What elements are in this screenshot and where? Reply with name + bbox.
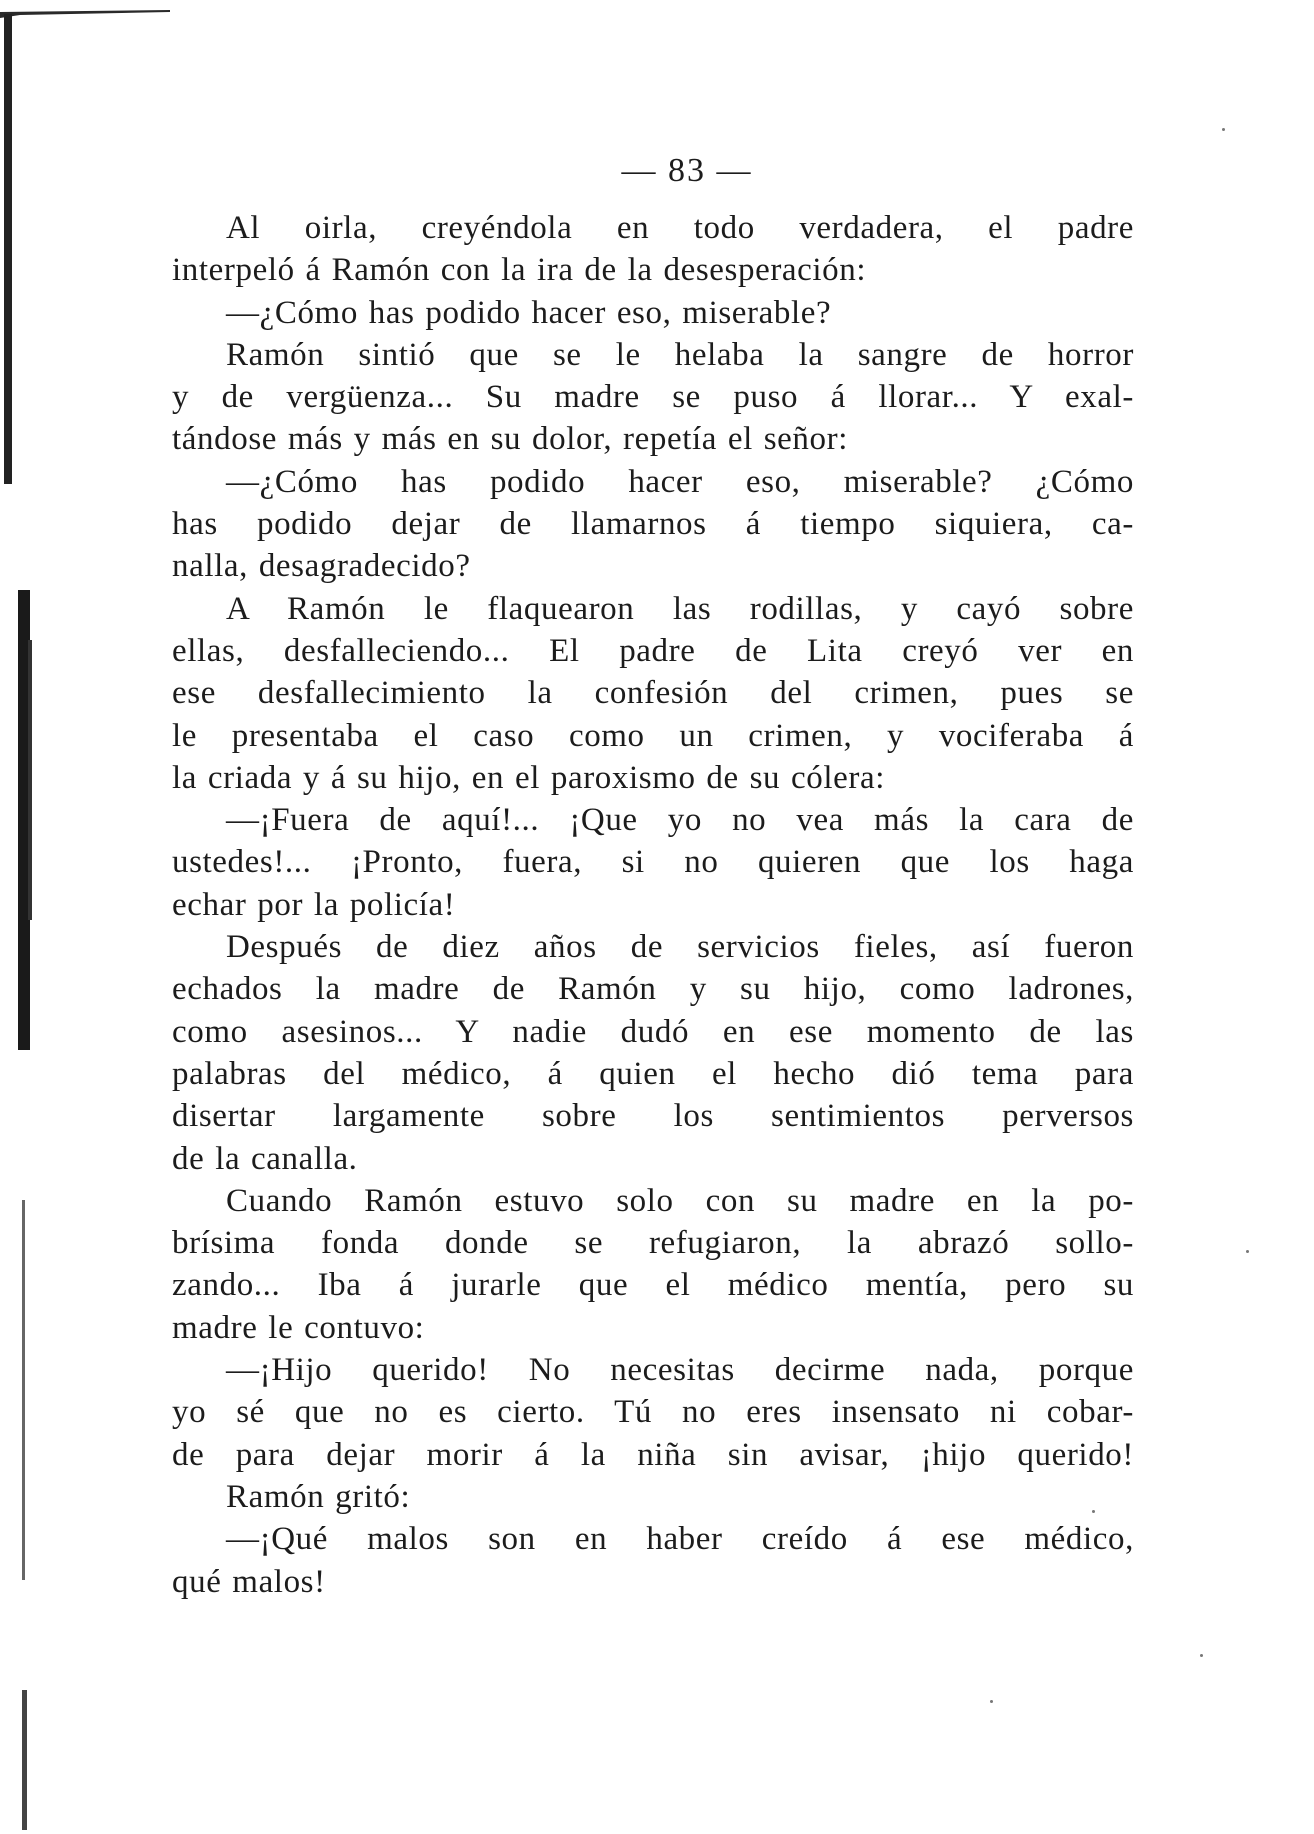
text-line: yo sé que no es cierto. Tú no eres insensato ni cobar- (172, 1394, 1134, 1431)
text-line: echados la madre de Ramón y su hijo, como ladrones, (172, 971, 1134, 1008)
text-line: —¿Cómo has podido hacer eso, miserable? (226, 294, 832, 331)
text-line: qué malos! (172, 1563, 326, 1600)
text-line: ese desfallecimiento la confesión del crimen, pues se (172, 675, 1134, 712)
text-line: de para dejar morir á la niña sin avisar, ¡hijo querido! (172, 1436, 1134, 1473)
paper-speck (1222, 128, 1225, 131)
text-line: —¡Hijo querido! No necesitas decirme nada, porque (226, 1352, 1134, 1389)
text-line: y de vergüenza... Su madre se puso á llorar... Y exal- (172, 379, 1134, 416)
text-line: Ramón sintió que se le helaba la sangre de horror (226, 336, 1134, 373)
text-line: —¿Cómo has podido hacer eso, miserable? ¿Cómo (226, 463, 1134, 500)
scan-edge-bottom (22, 1690, 27, 1830)
body-text (172, 207, 1134, 1603)
paper-speck (990, 1700, 993, 1703)
text-line: madre le contuvo: (172, 1309, 425, 1346)
text-line: nalla, desagradecido? (172, 548, 471, 585)
text-line: interpeló á Ramón con la ira de la desesperación: (172, 252, 867, 289)
paper-speck (1246, 1250, 1249, 1253)
text-line: ustedes!... ¡Pronto, fuera, si no quieren que los haga (172, 844, 1134, 881)
text-line: como asesinos... Y nadie dudó en ese momento de las (172, 1013, 1134, 1050)
page-number: — 83 — (621, 152, 753, 189)
text-line: Al oirla, creyéndola en todo verdadera, el padre (226, 210, 1134, 246)
text-line: echar por la policía! (172, 886, 456, 923)
text-line: tándose más y más en su dolor, repetía el señor: (172, 421, 848, 458)
text-line: brísima fonda donde se refugiaron, la abrazó sollo- (172, 1225, 1134, 1262)
text-line: Cuando Ramón estuvo solo con su madre en la po- (226, 1182, 1134, 1219)
text-line: Ramón gritó: (226, 1478, 411, 1515)
text-line: Después de diez años de servicios fieles, así fueron (226, 929, 1134, 966)
paper-speck (1200, 1654, 1203, 1657)
text-line: de la canalla. (172, 1140, 358, 1177)
text-line: palabras del médico, á quien el hecho dió tema para (172, 1055, 1134, 1092)
text-line: A Ramón le flaquearon las rodillas, y cayó sobre (226, 590, 1134, 627)
text-line: ellas, desfalleciendo... El padre de Lita creyó ver en (172, 632, 1134, 669)
text-line: disertar largamente sobre los sentimientos perversos (172, 1098, 1134, 1135)
scan-edge-corner (0, 10, 170, 20)
text-line: —¡Qué malos son en haber creído á ese médico, (226, 1521, 1134, 1558)
text-line: —¡Fuera de aquí!... ¡Que yo no vea más la cara de (226, 802, 1134, 839)
text-line: la criada y á su hijo, en el paroxismo de su cólera: (172, 759, 885, 796)
text-line: le presentaba el caso como un crimen, y vociferaba á (172, 717, 1134, 754)
scan-edge-lower (22, 1200, 25, 1580)
text-line: has podido dejar de llamarnos á tiempo siquiera, ca- (172, 506, 1134, 543)
scan-edge-middle-thin (28, 640, 32, 920)
text-line: zando... Iba á jurarle que el médico mentía, pero su (172, 1267, 1134, 1304)
scan-edge-top (4, 14, 12, 484)
